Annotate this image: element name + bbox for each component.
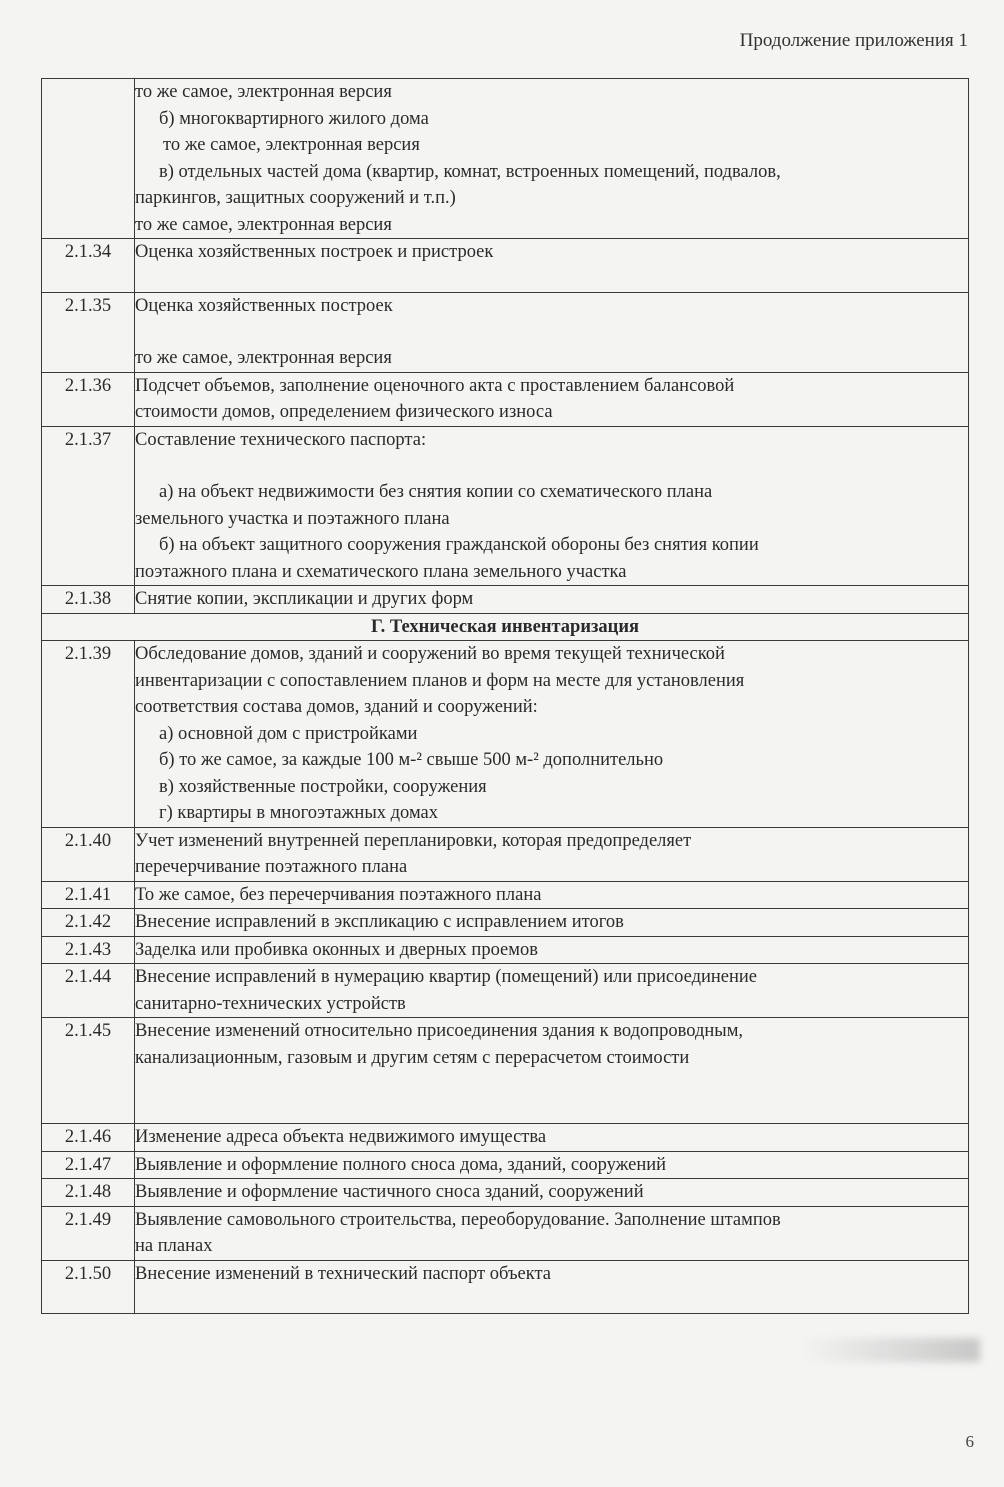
- table-row: [42, 641, 969, 828]
- item-description: [135, 1151, 969, 1179]
- description-line: соответствия состава домов, зданий и сооружений:: [135, 697, 538, 717]
- item-number: 2.1.43: [42, 936, 135, 964]
- description-line: Обследование домов, зданий и сооружений во время текущей технической: [135, 644, 725, 664]
- description-line: Внесение исправлений в нумерацию квартир (помещений) или присоединение: [135, 967, 757, 987]
- description-line: Изменение адреса объекта недвижимого имущества: [135, 1127, 547, 1147]
- description-line: а) на объект недвижимости без снятия копии со схематического плана: [159, 482, 713, 502]
- description-line: Оценка хозяйственных построек и пристроек: [135, 242, 494, 262]
- table-row: [42, 79, 969, 239]
- item-number: 2.1.46: [42, 1124, 135, 1152]
- item-description: [135, 1018, 969, 1124]
- table-row: [42, 586, 969, 614]
- item-description: [135, 936, 969, 964]
- table-row: [42, 827, 969, 881]
- page-number: 6: [965, 1432, 974, 1451]
- item-number: 2.1.34: [42, 239, 135, 293]
- item-description: [135, 964, 969, 1018]
- description-line: то же самое, электронная версия: [135, 214, 392, 235]
- blank-line: [135, 1097, 968, 1123]
- description-line: Внесение исправлений в экспликацию с исправлением итогов: [135, 912, 624, 932]
- description-line: Внесение изменений в технический паспорт объекта: [135, 1263, 551, 1284]
- table-row: [42, 372, 969, 426]
- table-row: [42, 292, 969, 372]
- item-number: 2.1.41: [42, 881, 135, 909]
- item-description: [135, 239, 969, 293]
- description-line: Снятие копии, экспликации и других форм: [135, 589, 474, 609]
- description-line: Учет изменений внутренней перепланировки, которая предопределяет: [135, 830, 692, 851]
- item-number: 2.1.39: [42, 641, 135, 828]
- description-line: Выявление и оформление частичного сноса зданий, сооружений: [135, 1182, 644, 1202]
- table-row: [42, 1260, 969, 1314]
- description-line: земельного участка и поэтажного плана: [135, 508, 450, 529]
- description-line: на планах: [135, 1236, 213, 1256]
- item-number: 2.1.42: [42, 909, 135, 937]
- section-heading-row: [42, 613, 969, 641]
- blank-line: [135, 453, 968, 479]
- description-line: Заделка или пробивка оконных и дверных проемов: [135, 939, 538, 960]
- description-line: инвентаризации с сопоставлением планов и форм на месте для установления: [135, 670, 745, 691]
- item-number: 2.1.35: [42, 292, 135, 372]
- description-line: санитарно-технических устройств: [135, 993, 406, 1014]
- description-line: паркингов, защитных сооружений и т.п.): [135, 188, 456, 208]
- table-row: [42, 909, 969, 937]
- description-line: г) квартиры в многоэтажных домах: [159, 803, 438, 823]
- table-row: [42, 1151, 969, 1179]
- item-number: 2.1.40: [42, 827, 135, 881]
- description-line: б) на объект защитного сооружения гражданской обороны без снятия копии: [159, 535, 759, 555]
- item-description: [135, 1124, 969, 1152]
- description-line: в) хозяйственные постройки, сооружения: [159, 776, 487, 797]
- description-line: стоимости домов, определением физического износа: [135, 402, 553, 422]
- description-line: то же самое, электронная версия: [135, 82, 392, 102]
- item-description: [135, 372, 969, 426]
- item-number: 2.1.44: [42, 964, 135, 1018]
- item-description: [135, 1206, 969, 1260]
- item-description: [135, 881, 969, 909]
- item-number: 2.1.37: [42, 426, 135, 586]
- table-row: [42, 964, 969, 1018]
- description-line: б) многоквартирного жилого дома: [159, 108, 429, 129]
- item-description: [135, 909, 969, 937]
- table-row: [42, 1179, 969, 1207]
- description-line: поэтажного плана и схематического плана земельного участка: [135, 561, 627, 582]
- description-line: в) отдельных частей дома (квартир, комнат, встроенных помещений, подвалов,: [159, 161, 781, 182]
- item-number: 2.1.48: [42, 1179, 135, 1207]
- blank-line: [135, 266, 968, 292]
- description-line: Выявление самовольного строительства, переоборудование. Заполнение штампов: [135, 1209, 781, 1230]
- item-description: [135, 586, 969, 614]
- description-line: перечерчивание поэтажного плана: [135, 857, 408, 877]
- blank-line: [135, 1287, 968, 1313]
- description-line: б) то же самое, за каждые 100 м-² свыше 500 м-² дополнительно: [159, 750, 664, 770]
- item-description: [135, 426, 969, 586]
- description-line: То же самое, без перечерчивания поэтажного плана: [135, 884, 542, 905]
- blank-line: [135, 319, 968, 345]
- scan-shadow: [800, 1338, 980, 1362]
- item-number: 2.1.47: [42, 1151, 135, 1179]
- description-line: а) основной дом с пристройками: [159, 723, 418, 744]
- table-row: [42, 881, 969, 909]
- description-line: то же самое, электронная версия: [163, 135, 420, 155]
- description-line: то же самое, электронная версия: [135, 348, 392, 368]
- item-number: 2.1.49: [42, 1206, 135, 1260]
- page-header: Продолжение приложения 1: [739, 30, 968, 51]
- section-heading: Г. Техническая инвентаризация: [42, 613, 969, 641]
- table-row: [42, 1206, 969, 1260]
- item-description: [135, 79, 969, 239]
- blank-line: [135, 1071, 968, 1097]
- table-row: [42, 239, 969, 293]
- item-number: 2.1.45: [42, 1018, 135, 1124]
- description-line: Оценка хозяйственных построек: [135, 295, 393, 316]
- table-row: [42, 426, 969, 586]
- item-description: [135, 1179, 969, 1207]
- item-description: [135, 292, 969, 372]
- item-description: [135, 827, 969, 881]
- item-number: [42, 79, 135, 239]
- item-number: 2.1.36: [42, 372, 135, 426]
- item-number: 2.1.38: [42, 586, 135, 614]
- table-row: [42, 936, 969, 964]
- description-line: Внесение изменений относительно присоединения здания к водопроводным,: [135, 1021, 744, 1041]
- item-number: 2.1.50: [42, 1260, 135, 1314]
- table-row: [42, 1124, 969, 1152]
- description-line: канализационным, газовым и другим сетям с перерасчетом стоимости: [135, 1047, 690, 1068]
- description-line: Выявление и оформление полного сноса дома, зданий, сооружений: [135, 1154, 667, 1175]
- description-line: Подсчет объемов, заполнение оценочного акта с проставлением балансовой: [135, 375, 735, 396]
- table-row: [42, 1018, 969, 1124]
- description-line: Составление технического паспорта:: [135, 429, 427, 450]
- item-description: [135, 641, 969, 828]
- services-table: [41, 78, 969, 1314]
- item-description: [135, 1260, 969, 1314]
